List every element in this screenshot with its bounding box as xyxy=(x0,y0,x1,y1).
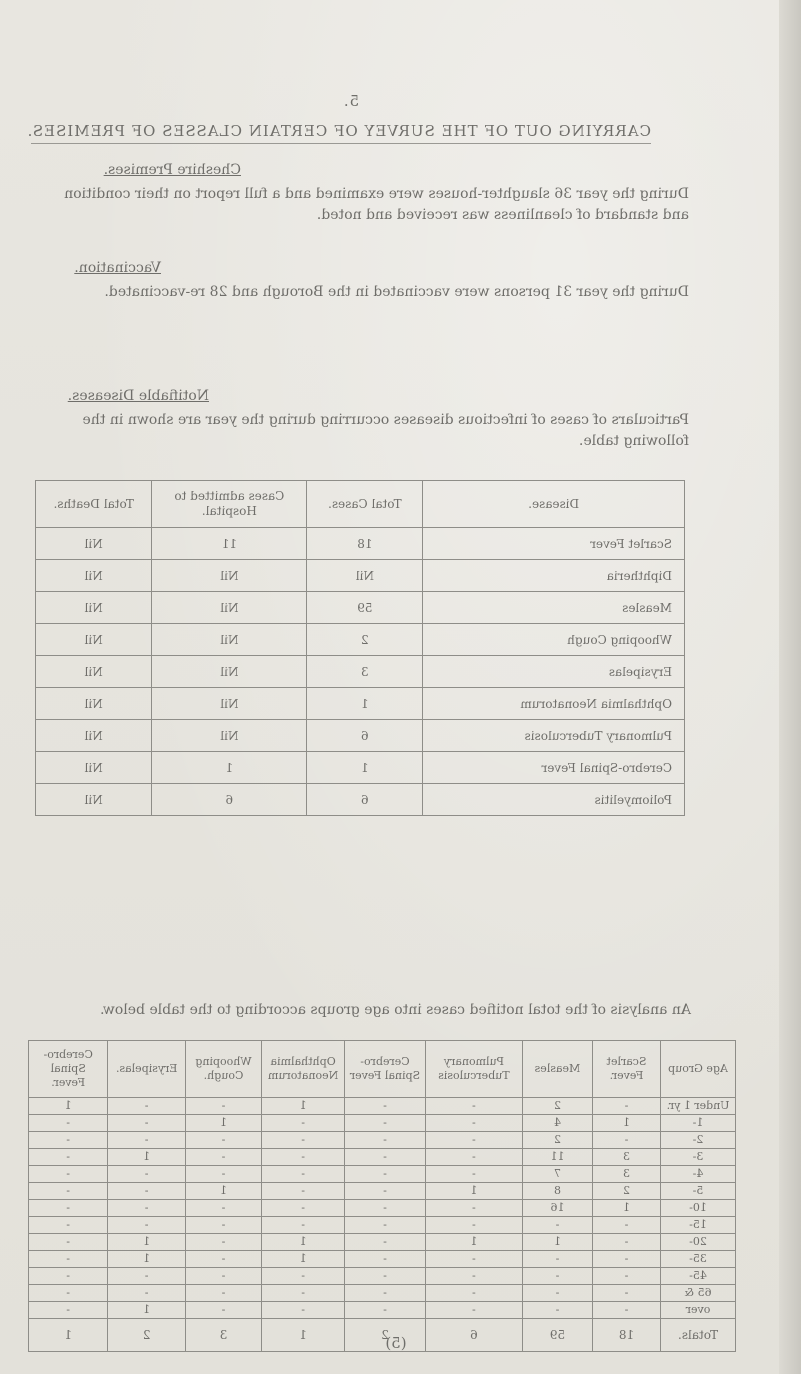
table2-header: Measles xyxy=(523,1041,593,1098)
table1-header: Cases admitted to Hospital. xyxy=(152,481,307,528)
cell: - xyxy=(592,1098,660,1115)
cell: Nil xyxy=(152,560,307,592)
table-row xyxy=(29,1132,736,1149)
cell: - xyxy=(425,1098,522,1115)
page-footer: (5) xyxy=(385,1334,407,1352)
section-text-2: During the year 31 persons were vaccinated in the Borough and 28 re-vaccinated. xyxy=(104,284,689,300)
table-row xyxy=(36,752,685,784)
cell: Under 1 yr. xyxy=(661,1098,736,1115)
section-heading-1: Cheshire Premises. xyxy=(103,162,241,178)
cell: - xyxy=(29,1115,108,1132)
cell: Erysipelas xyxy=(423,656,685,688)
cell: - xyxy=(592,1217,660,1234)
table-row xyxy=(29,1251,736,1268)
cell: - xyxy=(185,1268,261,1285)
cell: Nil xyxy=(152,688,307,720)
cell: - xyxy=(345,1115,426,1132)
cell: - xyxy=(425,1251,522,1268)
cell: - xyxy=(108,1217,186,1234)
table-row xyxy=(29,1285,736,1302)
cell: Diphtheria xyxy=(423,560,685,592)
cell: - xyxy=(425,1149,522,1166)
cell: - xyxy=(185,1217,261,1234)
cell: 65 & xyxy=(661,1285,736,1302)
cell: Ophthalmia Neonatorum xyxy=(423,688,685,720)
cell: 4- xyxy=(661,1166,736,1183)
cell: 2 xyxy=(108,1319,186,1352)
page-edge xyxy=(779,0,801,1374)
cell: 5- xyxy=(661,1183,736,1200)
cell: 1 xyxy=(523,1234,593,1251)
cell: 2 xyxy=(307,624,423,656)
cell: Nil xyxy=(36,720,152,752)
cell: - xyxy=(108,1098,186,1115)
cell: - xyxy=(425,1166,522,1183)
table2-header: Erysipelas. xyxy=(108,1041,186,1098)
cell: Nil xyxy=(36,656,152,688)
cell: - xyxy=(345,1234,426,1251)
table-row xyxy=(36,688,685,720)
table2-header: Cerebro-Spinal Fever. xyxy=(29,1041,108,1098)
cell: - xyxy=(425,1285,522,1302)
cell: - xyxy=(345,1268,426,1285)
cell: 59 xyxy=(307,592,423,624)
cell: Nil xyxy=(36,560,152,592)
cell: 2 xyxy=(345,1319,426,1352)
cell: 4 xyxy=(523,1115,593,1132)
cell: Nil xyxy=(36,592,152,624)
cell: Nil xyxy=(36,688,152,720)
cell: - xyxy=(108,1132,186,1149)
cell: 3 xyxy=(592,1149,660,1166)
cell: Cerebro-Spinal Fever xyxy=(423,752,685,784)
cell: - xyxy=(185,1251,261,1268)
table1-header: Total Cases. xyxy=(307,481,423,528)
cell: - xyxy=(262,1149,345,1166)
table-row xyxy=(36,624,685,656)
table-row xyxy=(29,1115,736,1132)
cell: - xyxy=(29,1200,108,1217)
section-text-1: During the year 36 slaughter-houses were examined and a full report on their condition and standard of cleanliness was received and noted. xyxy=(64,186,689,223)
cell: - xyxy=(523,1217,593,1234)
cell: - xyxy=(185,1285,261,1302)
cell: 2 xyxy=(523,1132,593,1149)
cell: 1 xyxy=(108,1302,186,1319)
cell: 10- xyxy=(661,1200,736,1217)
cell: 1 xyxy=(29,1319,108,1352)
cell: - xyxy=(592,1251,660,1268)
cell: - xyxy=(185,1302,261,1319)
cell: 1 xyxy=(307,688,423,720)
cell: 1- xyxy=(661,1115,736,1132)
section-heading-2: Vaccination. xyxy=(74,260,161,276)
cell: 6 xyxy=(152,784,307,816)
cell: 1 xyxy=(425,1234,522,1251)
table-row xyxy=(29,1183,736,1200)
cell: 2- xyxy=(661,1132,736,1149)
page-title: CARRYING OUT OF THE SURVEY OF CERTAIN CLASSES OF PREMISES. xyxy=(26,122,651,140)
table-row xyxy=(29,1234,736,1251)
table2-header: Age Group xyxy=(661,1041,736,1098)
cell: Nil xyxy=(152,592,307,624)
cell: Pulmonary Tuberculosis xyxy=(423,720,685,752)
table-row xyxy=(36,784,685,816)
table-row xyxy=(29,1149,736,1166)
cell: - xyxy=(262,1166,345,1183)
cell: - xyxy=(108,1200,186,1217)
cell: - xyxy=(345,1098,426,1115)
cell: - xyxy=(425,1200,522,1217)
cell: Whooping Cough xyxy=(423,624,685,656)
cell: 8 xyxy=(523,1183,593,1200)
table-row xyxy=(36,560,685,592)
cell: - xyxy=(523,1302,593,1319)
cell: - xyxy=(262,1285,345,1302)
age-group-table-body xyxy=(29,1098,736,1352)
cell: Nil xyxy=(36,624,152,656)
cell: 20- xyxy=(661,1234,736,1251)
cell: 6 xyxy=(307,720,423,752)
cell: 1 xyxy=(108,1251,186,1268)
cell: 35- xyxy=(661,1251,736,1268)
cell: 1 xyxy=(592,1115,660,1132)
cell: 1 xyxy=(262,1251,345,1268)
cell: Totals. xyxy=(661,1319,736,1352)
cell: - xyxy=(592,1268,660,1285)
cell: - xyxy=(345,1200,426,1217)
table-row xyxy=(36,656,685,688)
table2-header: Ophthalmia Neonatorum xyxy=(262,1041,345,1098)
cell: - xyxy=(262,1115,345,1132)
cell: - xyxy=(262,1268,345,1285)
cell: 1 xyxy=(262,1234,345,1251)
table-row xyxy=(29,1217,736,1234)
cell: 6 xyxy=(425,1319,522,1352)
table-row xyxy=(36,528,685,560)
cell: - xyxy=(262,1217,345,1234)
cell: - xyxy=(29,1234,108,1251)
table2-header: Pulmonary Tuberculosis xyxy=(425,1041,522,1098)
cell: - xyxy=(523,1285,593,1302)
diseases-table xyxy=(35,480,685,816)
cell: - xyxy=(108,1268,186,1285)
cell: - xyxy=(185,1098,261,1115)
cell: - xyxy=(425,1268,522,1285)
cell: 1 xyxy=(592,1200,660,1217)
cell: - xyxy=(108,1115,186,1132)
cell: Scarlet Fever xyxy=(423,528,685,560)
cell: - xyxy=(345,1302,426,1319)
cell: 1 xyxy=(108,1149,186,1166)
cell: - xyxy=(425,1115,522,1132)
cell: - xyxy=(29,1183,108,1200)
cell: - xyxy=(345,1149,426,1166)
cell: - xyxy=(592,1285,660,1302)
age-group-table xyxy=(28,1040,736,1352)
table-row xyxy=(36,592,685,624)
cell: Nil xyxy=(152,624,307,656)
table2-header: Scarlet Fever. xyxy=(592,1041,660,1098)
cell: - xyxy=(185,1166,261,1183)
cell: 1 xyxy=(29,1098,108,1115)
cell: - xyxy=(185,1234,261,1251)
page-number: 5. xyxy=(342,92,360,110)
cell: - xyxy=(425,1132,522,1149)
cell: 3- xyxy=(661,1149,736,1166)
cell: - xyxy=(29,1149,108,1166)
cell: - xyxy=(262,1132,345,1149)
cell: - xyxy=(592,1234,660,1251)
cell: 6 xyxy=(307,784,423,816)
cell: Measles xyxy=(423,592,685,624)
cell: - xyxy=(29,1132,108,1149)
cell: Poliomyelitis xyxy=(423,784,685,816)
table-row xyxy=(36,720,685,752)
cell: - xyxy=(29,1251,108,1268)
cell: - xyxy=(262,1302,345,1319)
section-text-3: Particulars of cases of infectious diseases occurring during the year are shown in the following table. xyxy=(82,412,689,449)
cell: Nil xyxy=(36,528,152,560)
cell: 7 xyxy=(523,1166,593,1183)
cell: - xyxy=(345,1183,426,1200)
cell: 11 xyxy=(152,528,307,560)
cell: - xyxy=(185,1149,261,1166)
cell: 3 xyxy=(307,656,423,688)
cell: 2 xyxy=(592,1183,660,1200)
cell: - xyxy=(523,1251,593,1268)
cell: 11 xyxy=(523,1149,593,1166)
cell: Nil xyxy=(307,560,423,592)
cell: 1 xyxy=(185,1183,261,1200)
table-row xyxy=(29,1098,736,1115)
cell: 1 xyxy=(262,1098,345,1115)
cell: 2 xyxy=(523,1098,593,1115)
table2-header: Cerebro-Spinal Fever xyxy=(345,1041,426,1098)
cell: 45- xyxy=(661,1268,736,1285)
cell: 1 xyxy=(185,1115,261,1132)
table1-header: Total Deaths. xyxy=(36,481,152,528)
cell: 1 xyxy=(425,1183,522,1200)
cell: 1 xyxy=(262,1319,345,1352)
cell: - xyxy=(108,1183,186,1200)
cell: 59 xyxy=(523,1319,593,1352)
cell: - xyxy=(592,1302,660,1319)
table-row xyxy=(29,1200,736,1217)
cell: - xyxy=(29,1217,108,1234)
table1-header: Disease. xyxy=(423,481,685,528)
cell: - xyxy=(29,1166,108,1183)
cell: 3 xyxy=(185,1319,261,1352)
cell: - xyxy=(345,1251,426,1268)
cell: 16 xyxy=(523,1200,593,1217)
cell: 1 xyxy=(307,752,423,784)
cell: - xyxy=(262,1183,345,1200)
cell: - xyxy=(29,1268,108,1285)
table2-header: Whooping Cough. xyxy=(185,1041,261,1098)
cell: 1 xyxy=(108,1234,186,1251)
cell: - xyxy=(29,1302,108,1319)
cell: - xyxy=(108,1166,186,1183)
cell: Nil xyxy=(152,720,307,752)
cell: 1 xyxy=(152,752,307,784)
cell: - xyxy=(523,1268,593,1285)
cell: - xyxy=(425,1217,522,1234)
cell: - xyxy=(345,1217,426,1234)
cell: - xyxy=(108,1285,186,1302)
cell: - xyxy=(425,1302,522,1319)
cell: - xyxy=(185,1200,261,1217)
cell: - xyxy=(345,1132,426,1149)
cell: over xyxy=(661,1302,736,1319)
cell: Nil xyxy=(152,656,307,688)
cell: Nil xyxy=(36,784,152,816)
cell: - xyxy=(345,1285,426,1302)
title-underline xyxy=(31,143,651,144)
table-row xyxy=(29,1166,736,1183)
cell: 3 xyxy=(592,1166,660,1183)
cell: 18 xyxy=(307,528,423,560)
cell: - xyxy=(262,1200,345,1217)
cell: - xyxy=(185,1132,261,1149)
cell: - xyxy=(29,1285,108,1302)
cell: - xyxy=(592,1132,660,1149)
cell: - xyxy=(345,1166,426,1183)
section-heading-3: Notifiable Diseases. xyxy=(67,388,209,404)
age-group-note: An analysis of the total notified cases into age groups according to the table below. xyxy=(100,1002,691,1018)
cell: 18 xyxy=(592,1319,660,1352)
cell: Nil xyxy=(36,752,152,784)
table-row xyxy=(29,1268,736,1285)
table-row xyxy=(29,1302,736,1319)
cell: 15- xyxy=(661,1217,736,1234)
